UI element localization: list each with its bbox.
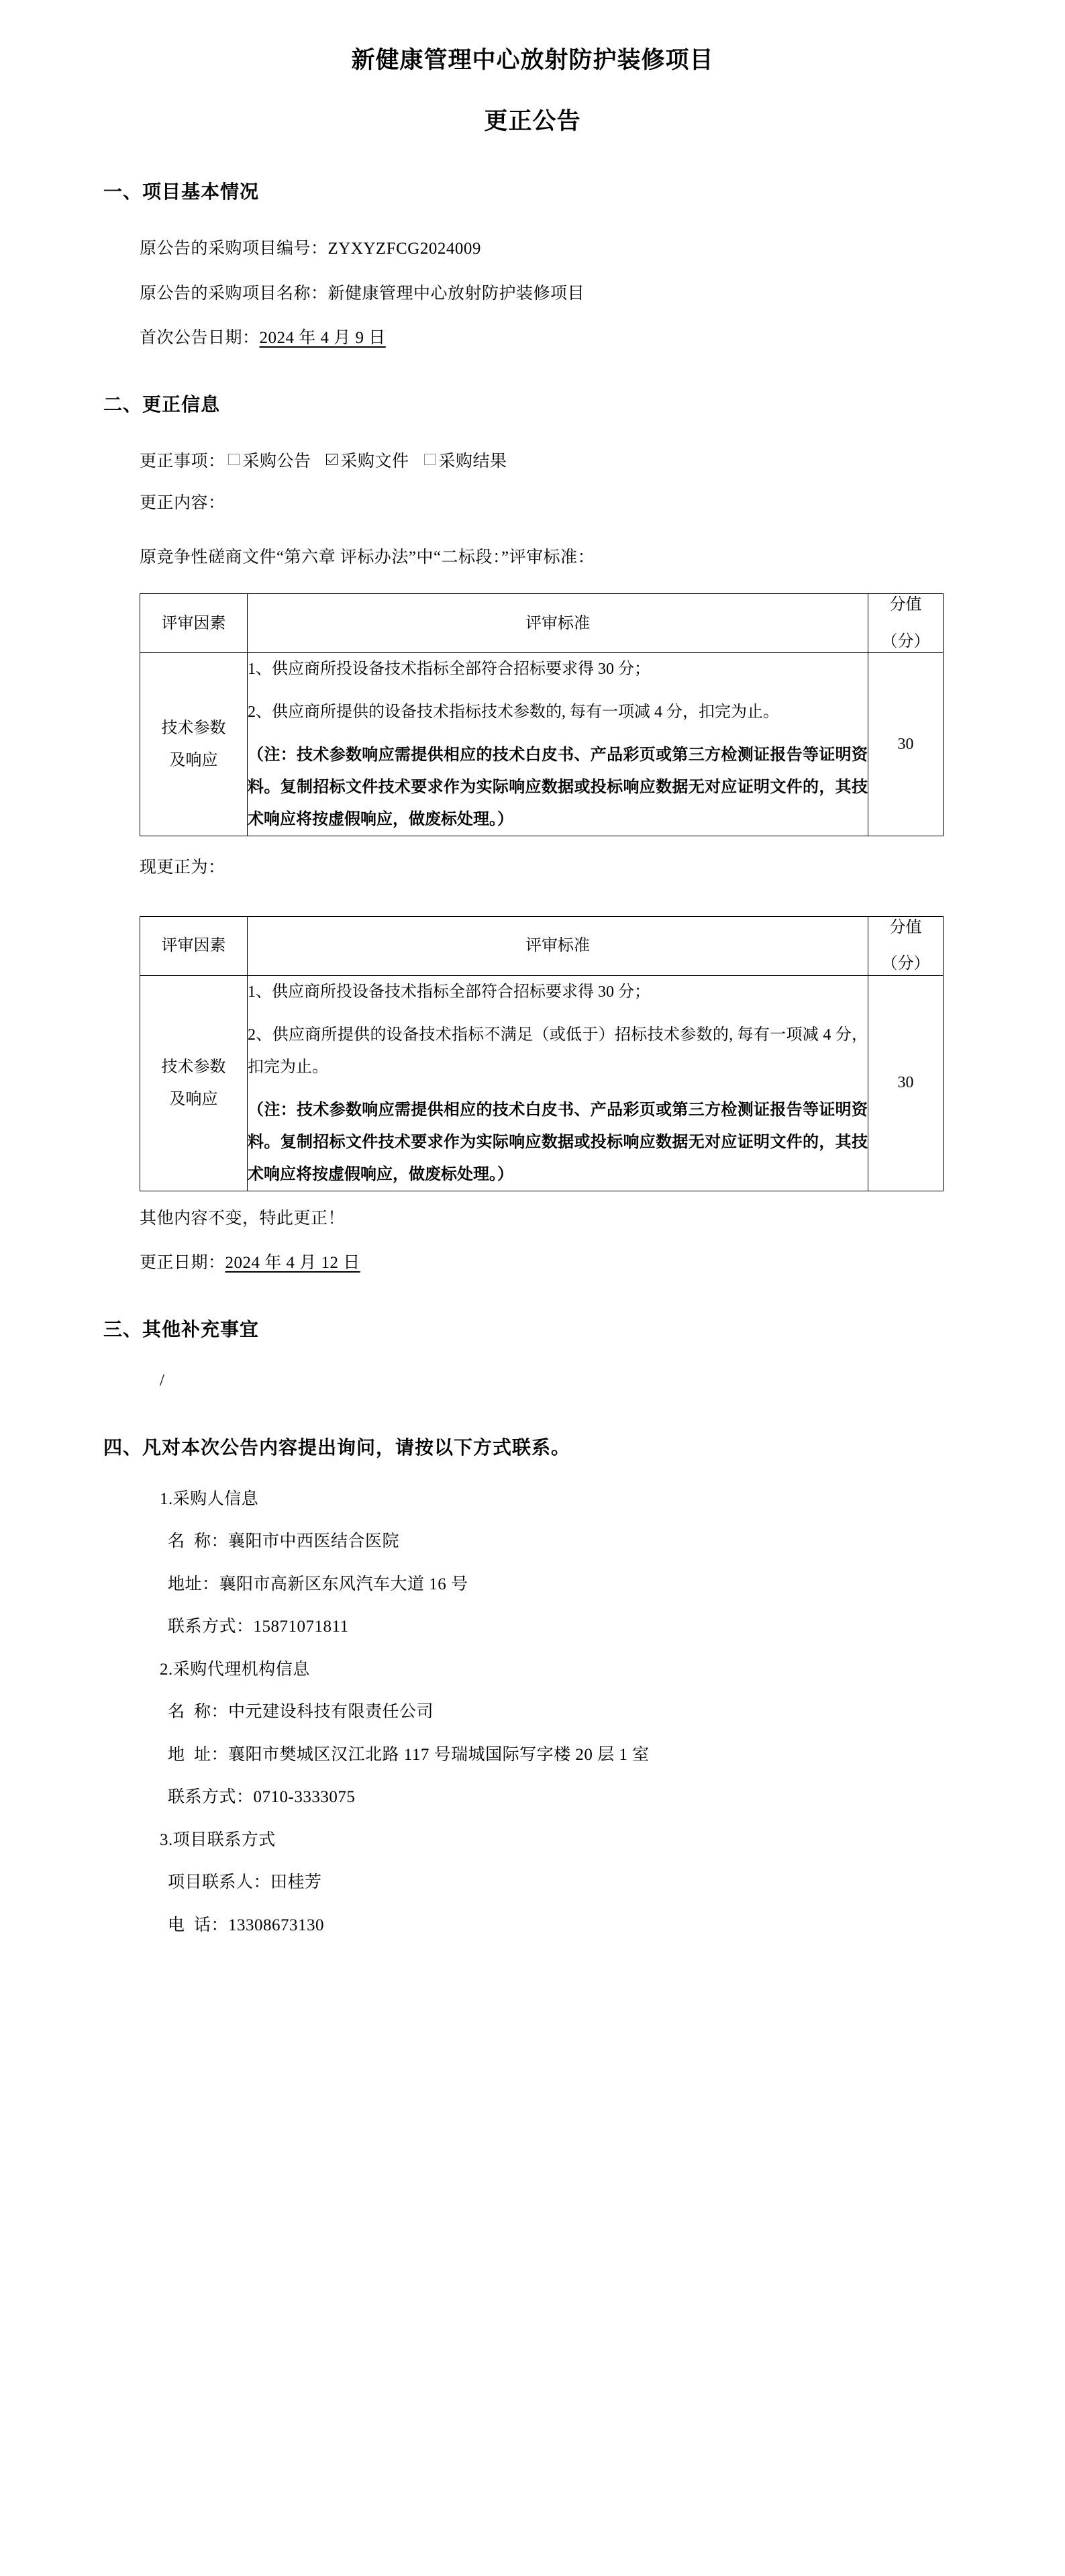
checkbox-procurement-result-icon[interactable] bbox=[424, 454, 436, 465]
header-score-line1: 分值 bbox=[889, 596, 922, 614]
other-unchanged-line: 其他内容不变，特此更正！ bbox=[140, 1209, 346, 1228]
header-score-line1: 分值 bbox=[889, 918, 922, 936]
section-heading-two: 二、更正信息 bbox=[103, 395, 221, 416]
criteria-note: （注：技术参数响应需提供相应的技术白皮书、产品彩页或第三方检测证报告等证明资料。复制招标文件技术要求作为实际响应数据或投标响应数据无对应证明文件的，其技术响应将按虚假响应，做废标处理。） bbox=[248, 746, 868, 829]
original-evaluation-table bbox=[140, 593, 944, 836]
checkbox-procurement-notice-icon[interactable] bbox=[228, 454, 240, 465]
first-notice-date-label: 首次公告日期： bbox=[140, 329, 260, 348]
header-score bbox=[868, 916, 944, 975]
header-score-line2: （分） bbox=[881, 632, 930, 650]
header-score bbox=[868, 594, 944, 653]
checkbox-group-procurement-notice[interactable] bbox=[228, 448, 311, 472]
cell-score-original: 30 bbox=[868, 653, 944, 836]
criteria-item-2: 2、供应商所提供的设备技术指标技术参数的, 每有一项减 4 分，扣完为止。 bbox=[248, 703, 779, 722]
correction-items-label: 更正事项： bbox=[140, 452, 225, 470]
project-contact-title: 3.项目联系方式 bbox=[160, 1830, 276, 1849]
checkbox-group-procurement-document[interactable] bbox=[326, 448, 409, 472]
criteria-item-1: 1、供应商所投设备技术指标全部符合招标要求得 30 分； bbox=[248, 660, 650, 679]
document-subtitle: 更正公告 bbox=[484, 107, 581, 134]
header-criteria: 评审标准 bbox=[248, 916, 868, 975]
section-heading-four: 四、凡对本次公告内容提出询问，请按以下方式联系。 bbox=[103, 1437, 571, 1458]
cell-factor-original bbox=[140, 653, 248, 836]
agency-name: 名 称：中元建设科技有限责任公司 bbox=[168, 1703, 434, 1722]
purchaser-contact: 联系方式：15871071811 bbox=[168, 1618, 349, 1636]
checkbox-procurement-document-label: 采购文件 bbox=[340, 452, 409, 470]
first-notice-date-line bbox=[140, 326, 984, 352]
purchaser-address: 地址：襄阳市高新区东风汽车大道 16 号 bbox=[168, 1575, 468, 1593]
purchaser-title: 1.采购人信息 bbox=[160, 1489, 259, 1508]
header-score-line2: （分） bbox=[881, 955, 930, 973]
checkbox-procurement-document-icon[interactable] bbox=[326, 454, 338, 465]
factor-line-2: 及响应 bbox=[169, 1090, 218, 1108]
purchaser-name: 名 称：襄阳市中西医结合医院 bbox=[168, 1532, 400, 1551]
factor-line-1: 技术参数 bbox=[161, 1058, 226, 1076]
factor-line-2: 及响应 bbox=[169, 752, 218, 770]
first-notice-date-value: 2024 年 4 月 9 日 bbox=[259, 329, 386, 348]
table-row bbox=[140, 653, 944, 836]
header-factor: 评审因素 bbox=[140, 594, 248, 653]
correction-items-row bbox=[140, 448, 984, 472]
original-document-intro: 原竞争性磋商文件“第六章 评标办法”中“二标段：”评审标准： bbox=[140, 548, 595, 566]
criteria-item-1: 1、供应商所投设备技术指标全部符合招标要求得 30 分； bbox=[248, 983, 650, 1001]
correction-date-line bbox=[140, 1250, 984, 1277]
checkbox-procurement-result-label: 采购结果 bbox=[438, 452, 507, 470]
project-contact-phone: 电 话：13308673130 bbox=[168, 1916, 325, 1934]
section-heading-three: 三、其他补充事宜 bbox=[103, 1320, 260, 1341]
cell-criteria-corrected bbox=[248, 975, 868, 1191]
header-factor: 评审因素 bbox=[140, 916, 248, 975]
corrected-evaluation-table bbox=[140, 916, 944, 1191]
project-number-line: 原公告的采购项目编号：ZYXYZFCG2024009 bbox=[140, 239, 481, 258]
agency-title: 2.采购代理机构信息 bbox=[160, 1660, 310, 1679]
agency-contact: 联系方式：0710-3333075 bbox=[168, 1788, 356, 1807]
table-header-row bbox=[140, 916, 944, 975]
correction-date-value: 2024 年 4 月 12 日 bbox=[225, 1254, 360, 1273]
cell-criteria-original bbox=[248, 653, 868, 836]
header-criteria: 评审标准 bbox=[248, 594, 868, 653]
now-corrected-to-label: 现更正为： bbox=[140, 858, 225, 877]
checkbox-procurement-notice-label: 采购公告 bbox=[242, 452, 311, 470]
checkbox-group-procurement-result[interactable] bbox=[424, 448, 507, 472]
cell-factor-corrected bbox=[140, 975, 248, 1191]
document-title: 新健康管理中心放射防护装修项目 bbox=[351, 47, 714, 73]
criteria-note: （注：技术参数响应需提供相应的技术白皮书、产品彩页或第三方检测证报告等证明资料。复制招标文件技术要求作为实际响应数据或投标响应数据无对应证明文件的，其技术响应将按虚假响应，做废标处理。） bbox=[248, 1101, 868, 1183]
section-three-content: / bbox=[160, 1371, 164, 1389]
project-contact-person: 项目联系人：田桂芳 bbox=[168, 1873, 322, 1892]
cell-score-corrected: 30 bbox=[868, 975, 944, 1191]
table-header-row bbox=[140, 594, 944, 653]
criteria-item-2: 2、供应商所提供的设备技术指标不满足（或低于）招标技术参数的, 每有一项减 4 分，扣完为止。 bbox=[248, 1026, 868, 1076]
agency-address: 地 址：襄阳市樊城区汉江北路 117 号瑞城国际写字楼 20 层 1 室 bbox=[168, 1745, 650, 1764]
table-row bbox=[140, 975, 944, 1191]
project-name-line: 原公告的采购项目名称：新健康管理中心放射防护装修项目 bbox=[140, 284, 585, 303]
correction-date-label: 更正日期： bbox=[140, 1254, 225, 1273]
section-heading-one: 一、项目基本情况 bbox=[103, 182, 260, 203]
correction-content-label: 更正内容： bbox=[140, 493, 225, 512]
factor-line-1: 技术参数 bbox=[161, 720, 226, 738]
